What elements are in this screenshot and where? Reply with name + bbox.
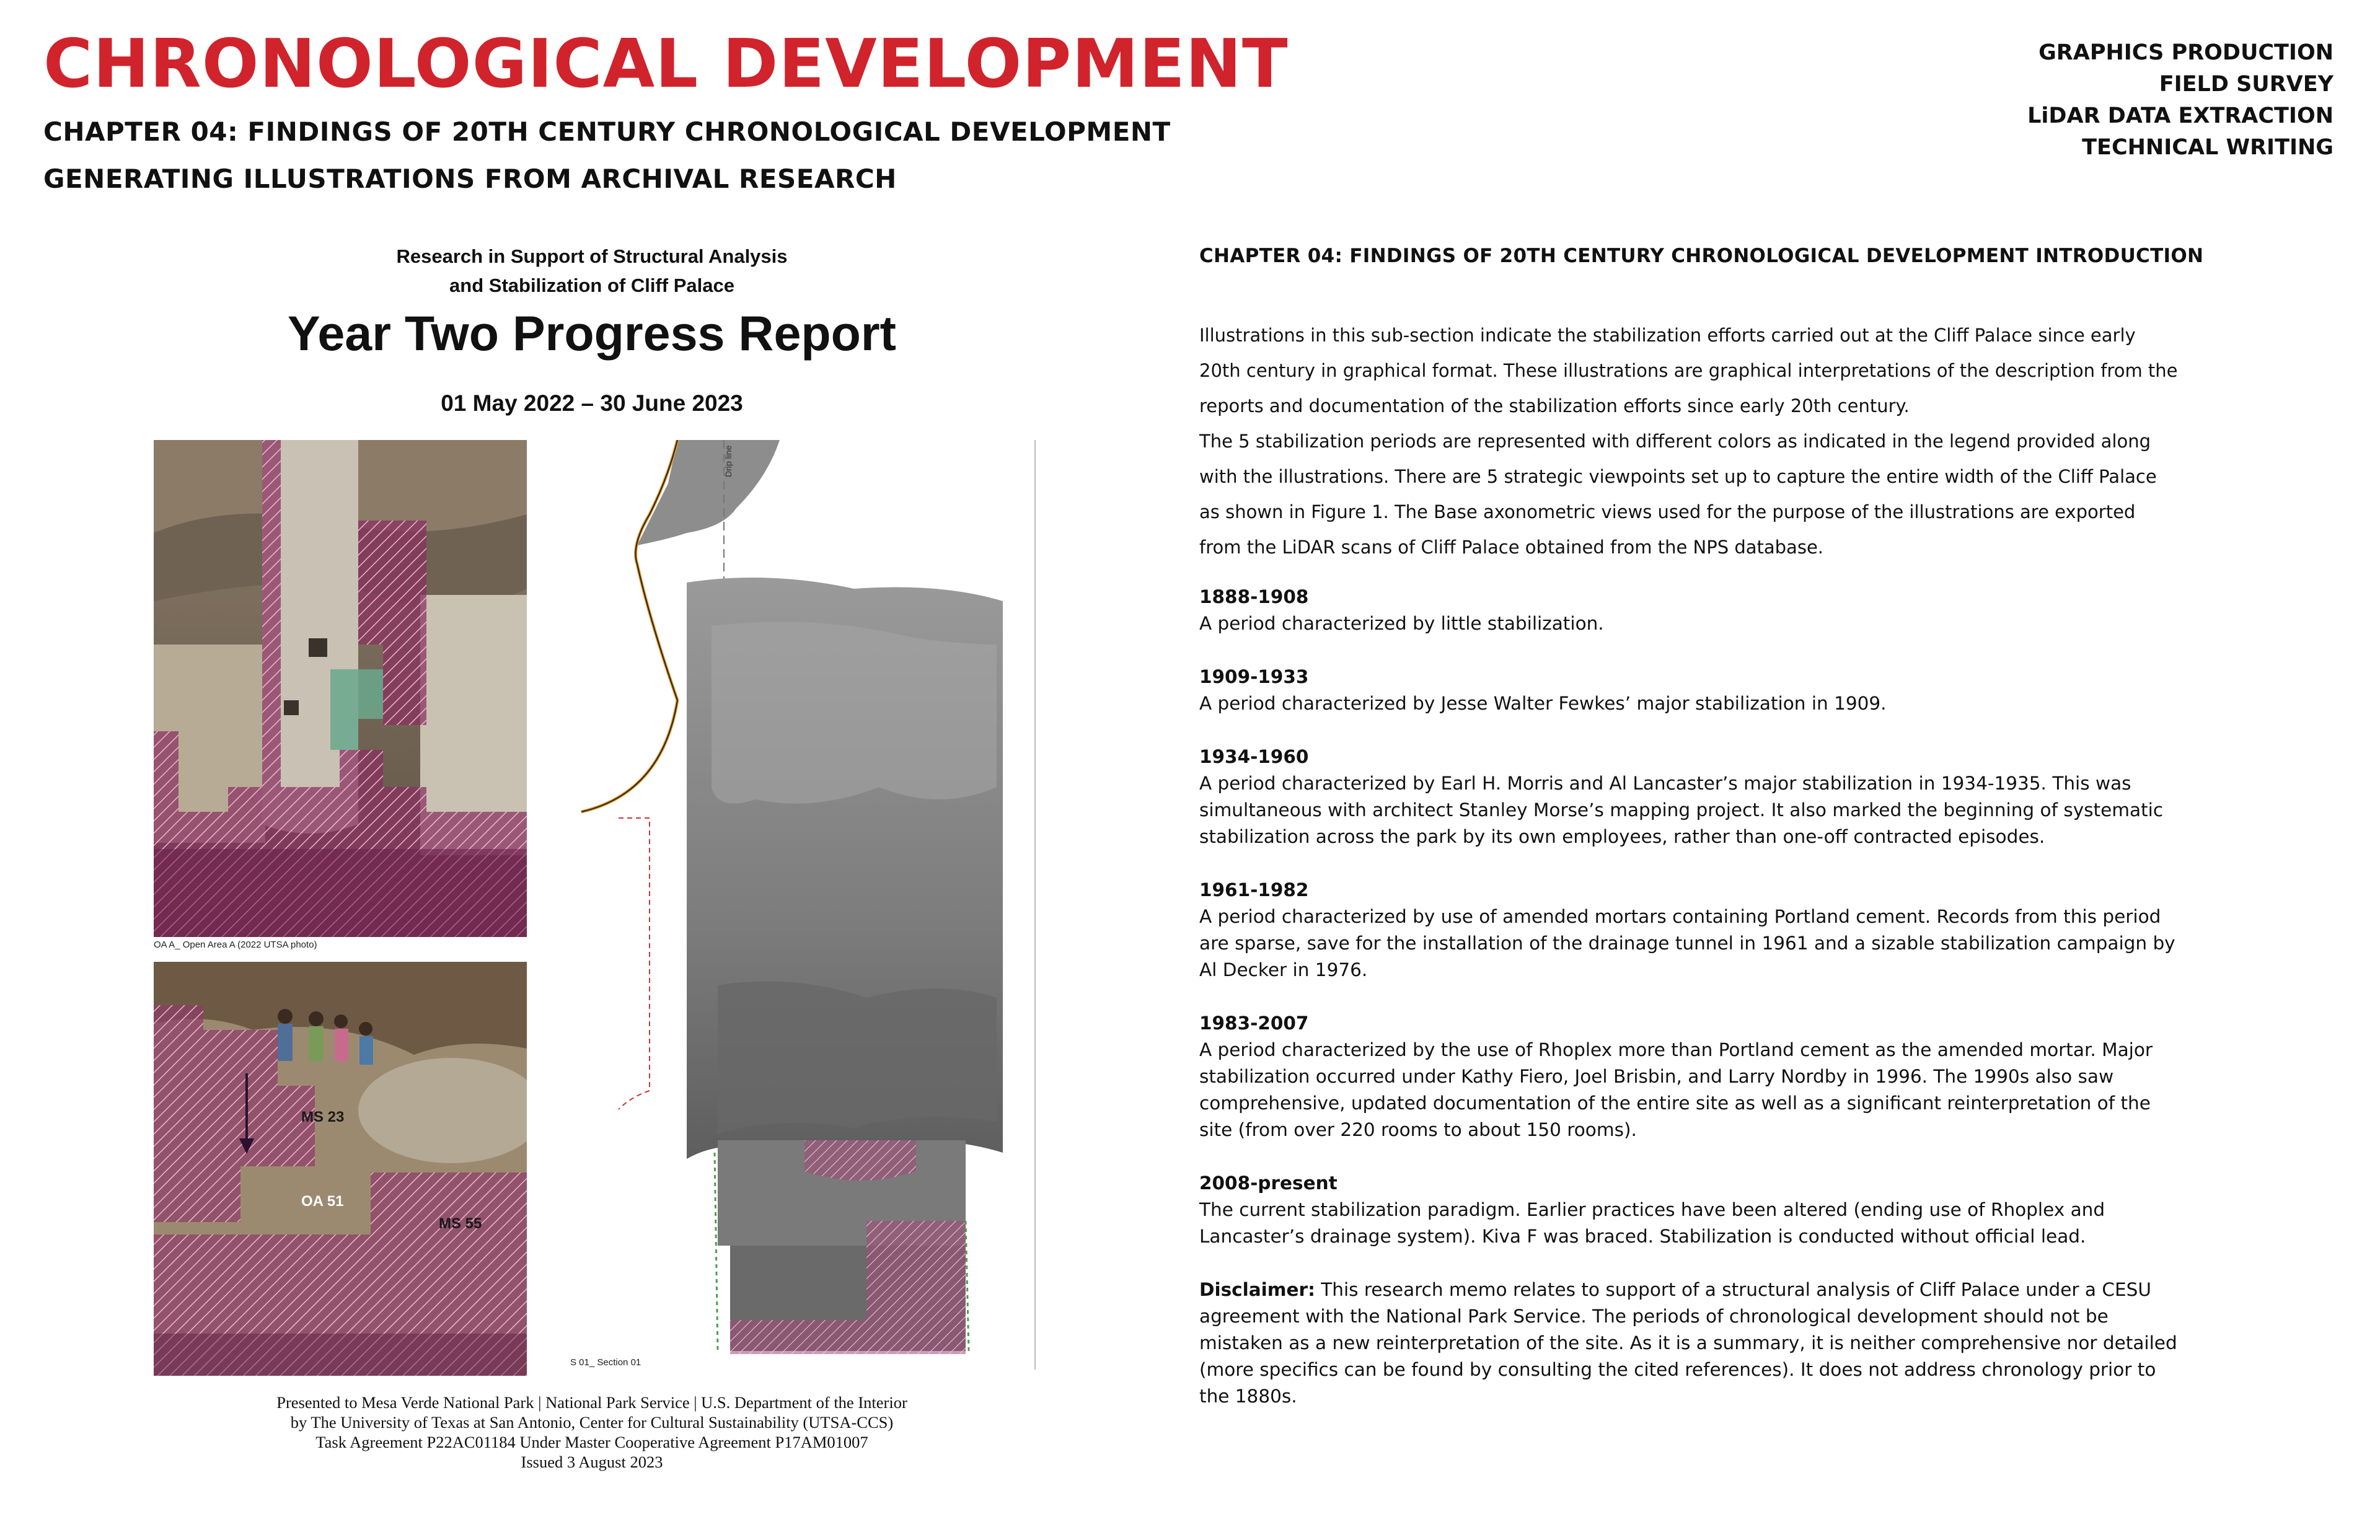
report-footer-line: Presented to Mesa Verde National Park | National Park Service | U.S. Department of the Interior (276, 1393, 907, 1412)
disclaimer (1199, 1277, 2179, 1410)
role-item: FIELD SURVEY (2159, 72, 2334, 97)
period-item (1199, 744, 2179, 850)
period-description: The current stabilization paradigm. Earlier practices have been altered (ending use of Rhoplex and Lancaster’s drainage system). Kiva F was braced. Stabilization is conducted without official lead. (1199, 1199, 2105, 1247)
period-list (1199, 584, 2179, 1250)
chapter-subtitle: CHAPTER 04: FINDINGS OF 20TH CENTURY CHRONOLOGICAL DEVELOPMENT (43, 117, 1171, 147)
report-title: Year Two Progress Report (288, 306, 896, 361)
masonry-photo-image (154, 962, 527, 1376)
role-item: TECHNICAL WRITING (2082, 135, 2334, 160)
masonry-photo (154, 962, 527, 1376)
report-cover (149, 235, 1041, 1500)
section-caption: S 01_ Section 01 (570, 1357, 641, 1368)
period-item (1199, 877, 2179, 983)
role-item: GRAPHICS PRODUCTION (2038, 40, 2334, 65)
disclaimer-label: Disclaimer: (1199, 1279, 1315, 1300)
content-heading: CHAPTER 04: FINDINGS OF 20TH CENTURY CHRONOLOGICAL DEVELOPMENT INTRODUCTION (1199, 245, 2204, 267)
period-years: 1983-2007 (1199, 1013, 1309, 1034)
page-header (43, 25, 1531, 195)
period-years: 2008-present (1199, 1173, 1338, 1194)
open-area-photo (154, 440, 527, 937)
intro-paragraph: Illustrations in this sub-section indicate the stabilization efforts carried out at the Cliff Palace since early 20th century in graphical format. These illustrations are graphical interpretations of the description from the reports and documentation of the stabilization efforts since early 20th century. (1199, 325, 2178, 416)
period-item (1199, 1010, 2179, 1143)
roles-list (2027, 37, 2334, 164)
report-dates: 01 May 2022 – 30 June 2023 (441, 390, 743, 416)
label-ms23: MS 23 (301, 1109, 345, 1125)
section-drawing-image (569, 440, 1041, 1373)
period-description: A period characterized by Jesse Walter Fewkes’ major stabilization in 1909. (1199, 693, 1887, 714)
period-years: 1909-1933 (1199, 666, 1309, 687)
report-footer-line: Task Agreement P22AC01184 Under Master Cooperative Agreement P17AM01007 (315, 1433, 868, 1451)
role-item: LiDAR DATA EXTRACTION (2027, 103, 2334, 128)
period-item (1199, 584, 2179, 637)
intro-text (1199, 318, 2179, 565)
report-heading-line2: and Stabilization of Cliff Palace (449, 275, 734, 296)
label-oa51: OA 51 (301, 1193, 344, 1210)
disclaimer-text: This research memo relates to support of a structural analysis of Cliff Palace under a CESU agreement with the National Park Service. The periods of chronological development should not be mistaken as a new reinterpretation of the site. As it is a summary, it is neither comprehensive nor detailed (more specifics can be found by consulting the cited references). It does not address chronology prior to the 1880s. (1199, 1279, 2177, 1407)
section-drawing (569, 440, 1041, 1373)
page-title: CHRONOLOGICAL DEVELOPMENT (43, 25, 1289, 103)
intro-paragraph: The 5 stabilization periods are represented with different colors as indicated in the legend provided along with the illustrations. There are 5 strategic viewpoints set up to capture the entire width of the Cliff Palace as shown in Figure 1. The Base axonometric views used for the purpose of the illustrations are exported from the LiDAR scans of Cliff Palace obtained from the NPS database. (1199, 431, 2157, 558)
period-item (1199, 1170, 2179, 1250)
period-item (1199, 664, 2179, 717)
drip-line-label: Drip line (723, 445, 733, 477)
open-area-photo-image (154, 440, 527, 937)
report-heading (149, 242, 1035, 300)
section-subtitle: GENERATING ILLUSTRATIONS FROM ARCHIVAL RESEARCH (43, 164, 897, 195)
period-description: A period characterized by use of amended mortars containing Portland cement. Records from this period are sparse, save for the installation of the drainage tunnel in 1961 and a sizable stabilization campaign by Al Decker in 1976. (1199, 906, 2175, 980)
report-footer (149, 1393, 1035, 1472)
report-heading-line1: Research in Support of Structural Analysis (396, 245, 788, 267)
report-footer-line: Issued 3 August 2023 (521, 1453, 663, 1471)
period-description: A period characterized by the use of Rhoplex more than Portland cement as the amended mortar. Major stabilization occurred under Kathy Fiero, Joel Brisbin, and Larry Nordby in 1996. The 1990s also saw comprehensive, updated documentation of the entire site as well as a significant reinterpretation of the site (from over 220 rooms to about 150 rooms). (1199, 1039, 2153, 1140)
period-years: 1961-1982 (1199, 879, 1309, 900)
period-description: A period characterized by little stabilization. (1199, 613, 1604, 634)
period-years: 1934-1960 (1199, 746, 1309, 767)
report-footer-line: by The University of Texas at San Antonio, Center for Cultural Sustainability (UTSA-CCS) (290, 1413, 894, 1432)
period-years: 1888-1908 (1199, 586, 1309, 607)
label-ms55: MS 55 (439, 1215, 482, 1232)
content-column (1199, 245, 2204, 1410)
photo-caption-a: OA A_ Open Area A (2022 UTSA photo) (154, 939, 317, 950)
period-description: A period characterized by Earl H. Morris and Al Lancaster’s major stabilization in 1934-1935. This was simultaneous with architect Stanley Morse’s mapping project. It also marked the beginning of systematic stabilization across the park by its own employees, rather than one-off contracted episodes. (1199, 773, 2164, 847)
